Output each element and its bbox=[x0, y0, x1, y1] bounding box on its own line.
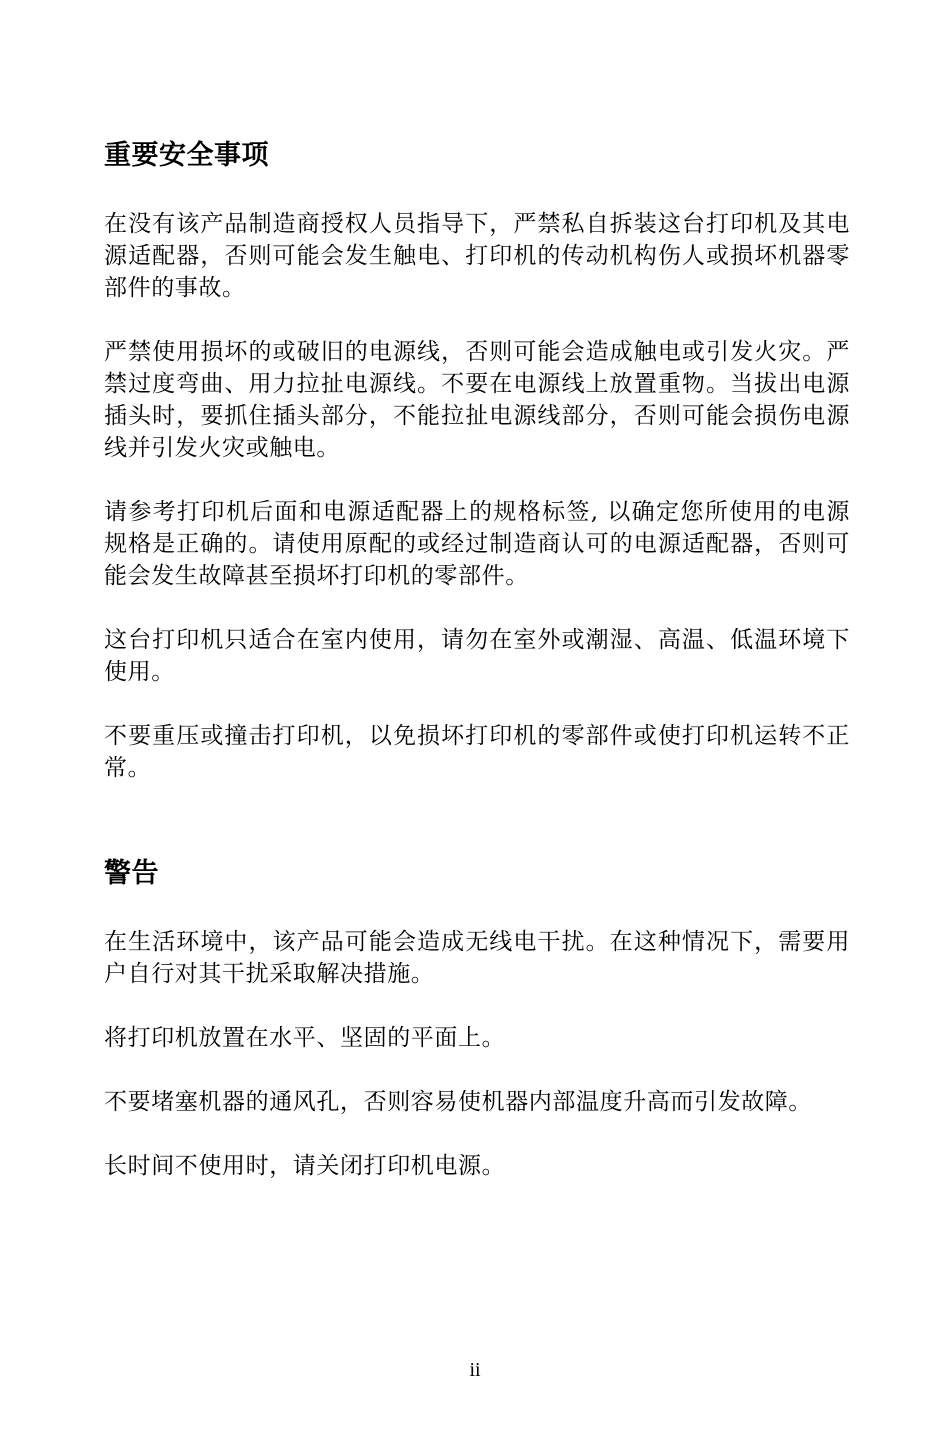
page-number: ii bbox=[469, 1359, 481, 1381]
warning-paragraph-1: 在生活环境中，该产品可能会造成无线电干扰。在这种情况下，需要用户自行对其干扰采取解决措施。 bbox=[104, 929, 850, 987]
heading-spacer bbox=[104, 892, 850, 926]
warning-paragraph-3: 不要堵塞机器的通风孔，否则容易使机器内部温度升高而引发故障。 bbox=[104, 1089, 812, 1115]
safety-paragraph-1: 在没有该产品制造商授权人员指导下，严禁私自拆装这台打印机及其电源适配器，否则可能会发生触电、打印机的传动机构伤人或损坏机器零部件的事故。 bbox=[104, 211, 850, 301]
safety-heading: 重要安全事项 bbox=[104, 140, 269, 171]
warning-paragraph-2: 将打印机放置在水平、坚固的平面上。 bbox=[104, 1025, 506, 1051]
safety-paragraph-3: 请参考打印机后面和电源适配器上的规格标签, 以确定您所使用的电源规格是正确的。请使用原配的或经过制造商认可的电源适配器，否则可能会发生故障甚至损坏打印机的零部件。 bbox=[104, 499, 850, 589]
warning-section bbox=[104, 856, 850, 1182]
safety-paragraph-2: 严禁使用损坏的或破旧的电源线，否则可能会造成触电或引发火灾。严禁过度弯曲、用力拉扯电源线。不要在电源线上放置重物。当拔出电源插头时，要抓住插头部分，不能拉扯电源线部分，否则可能会损伤电源线并引发火灾或触电。 bbox=[104, 339, 850, 461]
safety-section bbox=[104, 138, 850, 784]
heading-spacer bbox=[104, 174, 850, 208]
warning-heading: 警告 bbox=[104, 858, 159, 889]
safety-paragraph-5: 不要重压或撞击打印机，以免损坏打印机的零部件或使打印机运转不正常。 bbox=[104, 723, 850, 781]
page-content bbox=[104, 138, 850, 1182]
warning-paragraph-4: 长时间不使用时，请关闭打印机电源。 bbox=[104, 1153, 506, 1179]
safety-paragraph-4: 这台打印机只适合在室内使用，请勿在室外或潮湿、高温、低温环境下使用。 bbox=[104, 627, 850, 685]
